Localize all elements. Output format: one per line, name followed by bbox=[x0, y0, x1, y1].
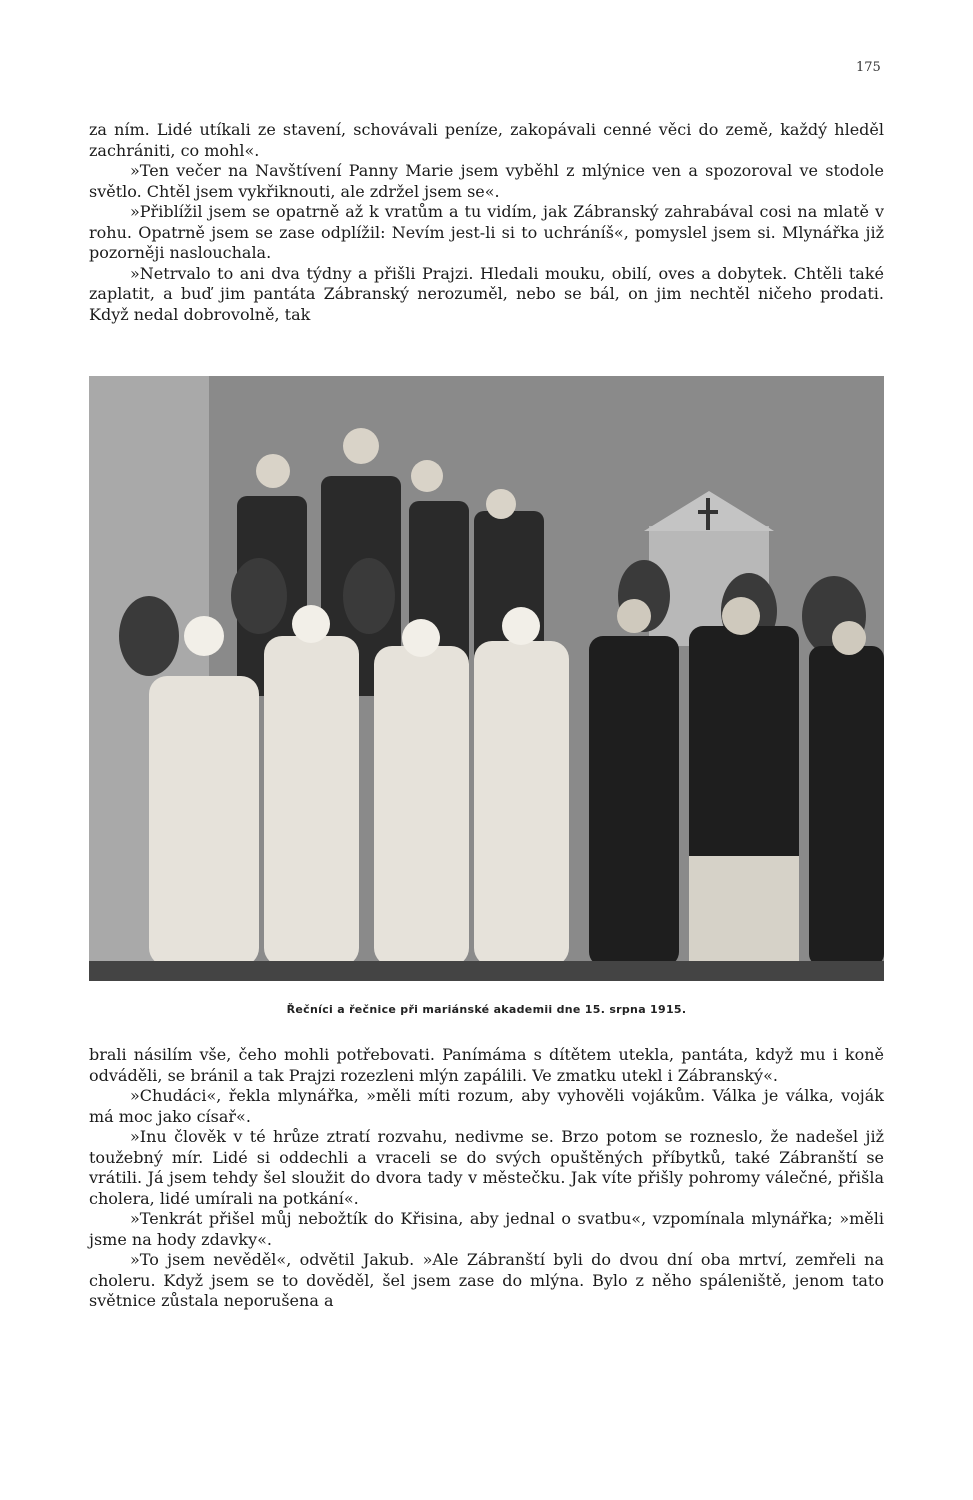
paragraph: »Tenkrát přišel můj nebožtík do Křisina, aby jednal o svatbu«, vzpomínala mlynářka; »měli jsme na hody zdavky«. bbox=[89, 1209, 884, 1249]
paragraph: »Netrvalo to ani dva týdny a přišli Prajzi. Hledali mouku, obilí, oves a dobytek. Chtěli také zaplatit, a buď jim pantáta Zábranský nerozuměl, nebo se bál, on jim nechtěl ničeho prodati. Když nedal dobrovolně, tak bbox=[89, 263, 884, 324]
paragraph: »Chudáci«, řekla mlynářka, »měli míti rozum, aby vyhověli vojákům. Válka je válka, voják má moc jako císař«. bbox=[89, 1086, 884, 1126]
paragraph: za ním. Lidé utíkali ze stavení, schovávali peníze, zakopávali cenné věci do země, každý hleděl zachrániti, co mohl«. bbox=[89, 120, 884, 160]
group-photo-illustration bbox=[89, 376, 884, 981]
paragraph: »Ten večer na Navštívení Panny Marie jsem vyběhl z mlýnice ven a spozoroval ve stodole světlo. Chtěl jsem vykřiknouti, ale zdržel jsem se«. bbox=[89, 161, 884, 201]
paragraph: »To jsem nevěděl«, odvětil Jakub. »Ale Zábranští byli do dvou dní oba mrtví, zemřeli na choleru. Když jsem se to dověděl, šel jsem zase do mlýna. Bylo z něho spáleniště, jenom tato světnice zůstala neporušena a bbox=[89, 1250, 884, 1310]
paragraph: »Přiblížil jsem se opatrně až k vratům a tu vidím, jak Zábranský zahrabával cosi na mlatě v rohu. Opatrně jsem se zase odplížil: Nevím jest-li si to uchráníš«, pomyslel jsem si. Mlynářka již pozorněji naslouchala. bbox=[89, 202, 884, 262]
paragraph: brali násilím vše, čeho mohli potřebovati. Panímáma s dítětem utekla, pantáta, když mu i koně odváděli, se bránil a tak Prajzi rozezleni mlýn zapálili. Ve zmatku utekl i Zábranský«. bbox=[89, 1045, 884, 1085]
paragraph: »Inu člověk v té hrůze ztratí rozvahu, nedivme se. Brzo potom se rozneslo, že nadešel již toužebný mír. Lidé si oddechli a vraceli se do svých opuštěných příbytků, také Zábranští se vrátili. Já jsem tehdy šel sloužit do dvora tady v městečku. Jak víte přišly pohromy válečné, přišla cholera, lidé umírali na potkání«. bbox=[89, 1127, 884, 1208]
top-text-block bbox=[89, 120, 884, 325]
photo-caption: Řečníci a řečnice při mariánské akademii dne 15. srpna 1915. bbox=[286, 1003, 687, 1016]
bottom-text-block bbox=[89, 1045, 884, 1312]
group-photo bbox=[89, 376, 884, 981]
page-number: 175 bbox=[856, 60, 881, 75]
